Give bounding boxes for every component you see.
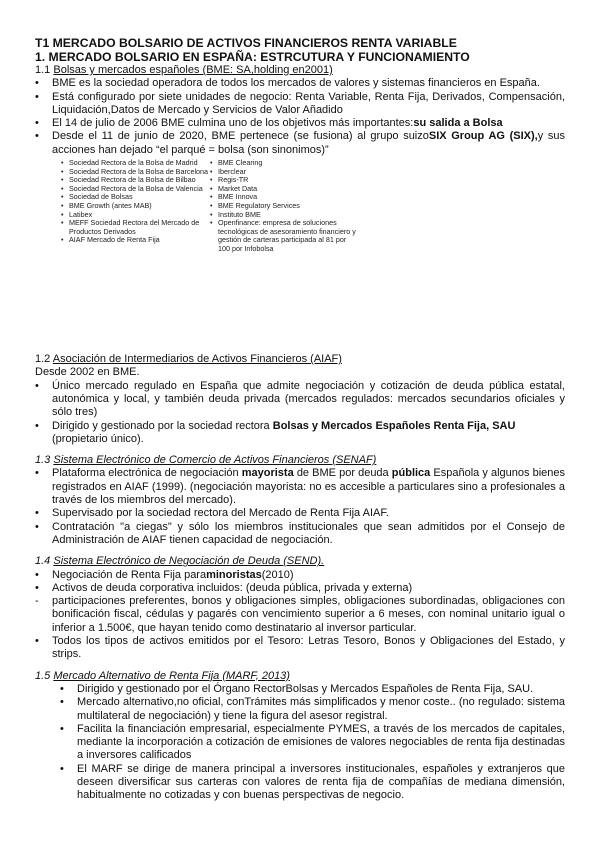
list-item: • Todos los tipos de activos emitidos por el Tesoro: Letras Tesoro, Bonos y Obligaciones del Estado, y strips. [35,635,565,661]
section-1-1-list [35,77,565,157]
list-item: • Dirigido y gestionado por el Órgano RectorBolsas y Mercados Españoles de Renta Fija, SAU. [60,682,534,695]
section-1-4-list-2 [35,635,565,662]
list-item: • Mercado alternativo,no oficial, conTrámites más simplificados y menor coste.. (no regulado: sistema multilateral de negociación) y tiene la figura del asesor registral. [60,696,565,722]
business-unit-item: • Sociedad Rectora de la Bolsa de Bilbao [61,175,196,185]
document-subtitle: 1. MERCADO BOLSARIO EN ESPAÑA: ESTRCUTURA Y FUNCIONAMIENTO [35,50,470,64]
list-item: • Negociación de Renta Fija paraminoristas(2010) [35,568,294,581]
bullet-icon: • [35,467,39,480]
bullet-icon: • [61,201,64,211]
bullet-icon: • [35,117,39,130]
business-unit-item: • Openfinance: empresa de soluciones tecnológicas de asesoramiento financiero y gestión de carteras participada al 81 por 100 por Infobolsa [210,218,356,254]
section-1-4-heading: 1.4 Sistema Electrónico de Negociación de Deuda (SEND). [35,555,325,568]
bullet-icon: • [35,581,39,594]
list-item: • Facilita la financiación empresarial, especialmente PYMES, a través de los mercados de capitales, mediante la incorporación a cotización de emisiones de valores negociables de renta fija destinadas a inversores calificados [60,722,565,762]
business-unit-item: • Sociedad Rectora de la Bolsa de Barcelona [61,166,209,176]
section-1-5-heading: 1.5 Mercado Alternativo de Renta Fija (MARF, 2013) [35,669,290,682]
bullet-icon: • [210,218,213,228]
bullet-icon: • [60,682,64,695]
section-1-3-list [35,467,565,547]
section-1-4 [35,555,565,661]
business-unit-item: • BME Clearing [210,158,263,168]
bullet-icon: • [61,218,64,228]
document-page [35,36,565,803]
business-unit-item: • Sociedad Rectora de la Bolsa de Madrid [61,158,198,168]
dash-icon: - [35,595,39,608]
section-1-2-heading: 1.2 Asociación de Intermediarios de Activos Financieros (AIAF) [35,353,342,366]
section-1-3-title: Sistema Electrónico de Comercio de Activos Financieros (SENAF) [53,454,377,467]
business-unit-item: • Iberclear [210,166,246,176]
bullet-icon: • [35,419,39,432]
bullet-icon: • [61,192,64,202]
bullet-icon: • [60,762,64,775]
section-1-3-heading: 1.3 Sistema Electrónico de Comercio de Activos Financieros (SENAF) [35,454,377,467]
business-unit-item: • MEFF Sociedad Rectora del Mercado de Productos Derivados [61,218,200,236]
bullet-icon: • [61,235,64,245]
business-unit-item: • BME Growth (antes MAB) [61,201,152,211]
bullet-icon: • [35,507,39,520]
bullet-icon: • [61,158,64,168]
business-units-right-column [210,159,360,254]
bullet-icon: • [210,183,213,193]
bullet-icon: • [35,130,39,143]
bullet-icon: • [61,166,64,176]
list-item: • Está configurado por siete unidades de negocio: Renta Variable, Renta Fija, Derivados, Compensación, Liquidación,Datos de Mercado y Servicios de Valor Añadido [35,90,565,116]
bullet-icon: • [210,158,213,168]
bullet-icon: • [35,635,39,648]
document-title: T1 MERCADO BOLSARIO DE ACTIVOS FINANCIEROS RENTA VARIABLE [35,36,457,50]
business-unit-item: • BME Regulatory Services [210,201,300,211]
section-1-2-intro: Desde 2002 en BME. [35,366,140,379]
bullet-icon: • [35,520,39,533]
list-item: • Contratación "a ciegas" y sólo los miembros institucionales que sean admitidos por el Consejo de Administración de AIAF tienen capacidad de negociación. [35,520,565,546]
list-item: • Supervisado por la sociedad rectora del Mercado de Renta Fija AIAF. [35,507,389,520]
business-unit-item: • Latibex [61,209,93,219]
section-1-5-title: Mercado Alternativo de Renta Fija (MARF, 2013) [53,669,290,682]
list-item: • Activos de deuda corporativa incluidos: (deuda pública, privada y externa) [35,581,413,594]
section-1-2 [35,353,565,446]
section-1-1-heading: 1.1 Bolsas y mercados españoles (BME: SA,holding en2001) [35,64,333,76]
list-item: • El 14 de julio de 2006 BME culmina uno de los objetivos más importantes:su salida a Bolsa [35,117,503,130]
list-item: • Plataforma electrónica de negociación mayorista de BME por deuda pública Española y algunos bienes registrados en AIAF (1999). (negociación mayorista: no es accesible a particulares sino a profesionales a través de los miembros del mercado). [35,467,566,507]
bullet-icon: • [60,722,64,735]
list-item: • Dirigido y gestionado por la sociedad rectora Bolsas y Mercados Españoles Renta Fija, SAU (propietario único). [35,419,516,445]
section-1-2-list [35,380,565,446]
business-unit-item: • Regis-TR [210,175,249,185]
section-1-1 [35,64,565,157]
bullet-icon: • [60,696,64,709]
bullet-icon: • [210,175,213,185]
business-unit-item: • Sociedad de Bolsas [61,192,133,202]
bullet-icon: • [210,209,213,219]
list-item: • Único mercado regulado en España que admite negociación y cotización de deuda pública estatal, autonómica y local, y también deuda privada (mercados regulados: mercados secundarios oficiales y sólo tres) [35,379,565,419]
section-1-5-list [35,683,565,803]
bullet-icon: • [210,201,213,211]
business-units-left-column [61,159,211,245]
list-item: • El MARF se dirige de manera principal a inversores institucionales, españoles y extranjeros que deseen diversificar sus carteras con valores de renta fija de compañías de mediana dimensión, habitualmente no cotizadas y con buenas perspectivas de negocio. [60,762,565,802]
list-item: • Desde el 11 de junio de 2020, BME pertenece (se fusiona) al grupo suizoSIX Group AG (SIX),y sus acciones han dejado “el parqué = bolsa (son sinonimos)” [35,130,565,156]
bullet-icon: • [35,379,39,392]
bullet-icon: • [35,90,39,103]
business-unit-item: • BME Innova [210,192,258,202]
section-1-4-list [35,569,565,596]
embedded-business-units-image [35,159,565,349]
bullet-icon: • [35,568,39,581]
section-1-1-title: Bolsas y mercados españoles (BME: SA,holding en2001) [53,64,333,76]
bullet-icon: • [35,77,39,90]
bullet-icon: • [61,183,64,193]
bullet-icon: • [61,209,64,219]
list-item: • BME es la sociedad operadora de todos los mercados de valores y sistemas financieros en España. [35,77,540,90]
bullet-icon: • [210,166,213,176]
business-unit-item: • Market Data [210,183,258,193]
bullet-icon: • [61,175,64,185]
business-unit-item: • AIAF Mercado de Renta Fija [61,235,160,245]
business-unit-item: • Sociedad Rectora de la Bolsa de Valencia [61,183,203,193]
section-1-3 [35,454,565,547]
section-1-2-title: Asociación de Intermediarios de Activos Financieros (AIAF) [52,353,342,366]
bullet-icon: • [210,192,213,202]
business-unit-item: • Instituto BME [210,209,261,219]
section-1-5 [35,670,565,803]
list-item: - participaciones preferentes, bonos y obligaciones simples, obligaciones subordinadas, obligaciones con bonificación fiscal, cédulas y pagarés con vencimiento superior a 6 meses, con nominal unitario igual o inferior a 1.500€, que hayan tenido como destinatario al inversor particular. [35,595,565,634]
section-1-4-title: Sistema Electrónico de Negociación de Deuda (SEND). [53,555,325,568]
